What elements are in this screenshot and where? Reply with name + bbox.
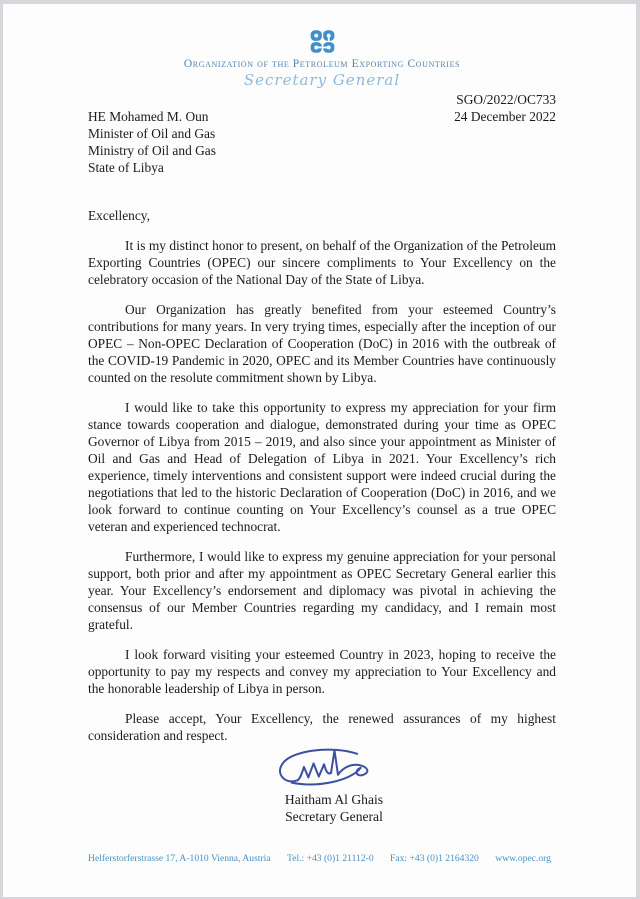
reference-number: SGO/2022/OC733: [456, 92, 556, 107]
footer-fax: Fax: +43 (0)1 2164320: [390, 853, 479, 864]
salutation: Excellency,: [88, 208, 150, 223]
recipient-line: Minister of Oil and Gas: [88, 126, 216, 141]
footer-website: www.opec.org: [495, 853, 551, 864]
letter-paragraph: I would like to take this opportunity to express my appreciation for your firm stance towards cooperation and dialogue, demonstrated during your time as OPEC Governor of Libya from 2015 – 2019, and also since your appointment as Minister of Oil and Gas and Head of Delegation of Libya in 2021. Your Excellency’s rich experience, timely interventions and consistent support were indeed crucial during the negotiations that led to the historic Declaration of Cooperation (DoC) in 2016, and we look forward to continue counting on Your Excellency’s counsel as a true OPEC veteran and experienced technocrat.: [88, 400, 556, 534]
letter-paragraph: Please accept, Your Excellency, the renewed assurances of my highest consideration and respect.: [88, 711, 556, 743]
division-script-title: Secretary General: [243, 71, 401, 89]
reference-and-recipient: [88, 91, 556, 176]
signatory-title: Secretary General: [285, 808, 383, 824]
letter-paragraph: It is my distinct honor to present, on behalf of the Organization of the Petroleum Exporting Countries (OPEC) our sincere compliments to Your Excellency on the celebratory occasion of the National Day of the State of Libya.: [88, 238, 556, 287]
recipient-line: State of Libya: [88, 160, 164, 175]
letter-paragraph: Our Organization has greatly benefited from your esteemed Country’s contributions for many years. In very trying times, especially after the inception of our OPEC – Non-OPEC Declaration of Cooperation (DoC) in 2016 with the outbreak of the COVID-19 Pandemic in 2020, OPEC and its Member Countries have continuously counted on the resolute commitment shown by Libya.: [88, 302, 556, 385]
letterhead: [88, 30, 556, 89]
footer-tel: Tel.: +43 (0)1 21112-0: [287, 853, 374, 864]
footer-address: Helferstorferstrasse 17, A-1010 Vienna, Austria: [88, 853, 271, 864]
org-name: Organization of the Petroleum Exporting Countries: [183, 58, 461, 70]
letter-date: 24 December 2022: [454, 109, 556, 124]
signature-block: [267, 746, 402, 825]
letter-paragraph: I look forward visiting your esteemed Country in 2023, hoping to receive the opportunity to pay my respects and convey my appreciation to Your Excellency and the honorable leadership of Libya in person.: [88, 647, 556, 696]
handwritten-signature-icon: [267, 746, 402, 794]
recipient-line: Ministry of Oil and Gas: [88, 143, 216, 158]
letter-page: [3, 4, 636, 897]
letter-paragraph: Furthermore, I would like to express my genuine appreciation for your personal support, both prior and after my appointment as OPEC Secretary General earlier this year. Your Excellency’s endorsement and diplomacy was pivotal in achieving the consensus of our Member Countries regarding my candidacy, and I remain most grateful.: [88, 549, 556, 632]
recipient-line: HE Mohamed M. Oun: [88, 109, 209, 124]
opec-emblem-icon: [310, 30, 335, 53]
letterhead-footer: [3, 853, 636, 864]
signatory-name: Haitham Al Ghais: [284, 792, 384, 807]
